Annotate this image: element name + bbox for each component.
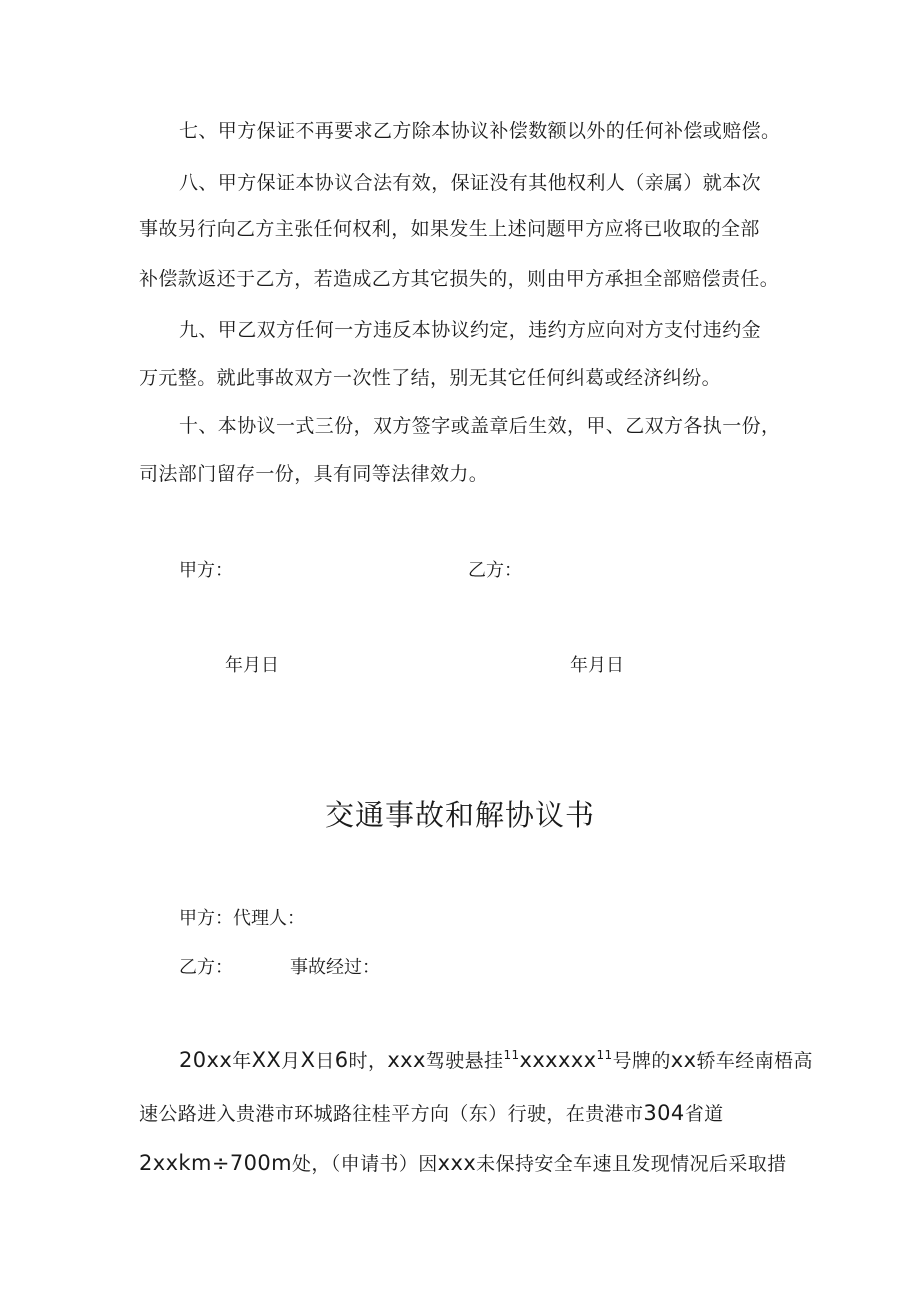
road-number: 304 [643, 1101, 685, 1125]
date-party-b: 年月日 [570, 655, 624, 676]
clause-10-line-1: 十、本协议一式三份，双方签字或盖章后生效，甲、乙双方各执一份， [179, 415, 781, 437]
accident-paragraph-line-2 [139, 1100, 724, 1127]
clause-8-line-1: 八、甲方保证本协议合法有效，保证没有其他权利人（亲属）就本次 [179, 172, 762, 194]
plate-value: xxxxxx [519, 1048, 597, 1072]
party-b-line: 乙方： [179, 957, 233, 978]
text-segment: 驾驶悬挂 [425, 1050, 504, 1072]
text-segment: 未保持安全车速且发现情况后采取措 [476, 1153, 787, 1175]
accident-paragraph-line-3 [139, 1150, 787, 1177]
text-segment: 时， [348, 1050, 388, 1072]
text-segment: 年 [232, 1050, 252, 1072]
accident-paragraph-line-1 [179, 1047, 813, 1074]
signature-party-a: 甲方： [179, 560, 233, 581]
text-segment: 速公路进入贵港市环城路往桂平方向（东）行驶，在贵港市 [139, 1103, 644, 1125]
party-a-agent-line: 甲方：代理人： [179, 908, 305, 929]
text-segment: 日 [315, 1050, 335, 1072]
km-marker: 2xxkm÷700m [139, 1151, 292, 1175]
document-title: 交通事故和解协议书 [324, 798, 595, 832]
day-value: X [300, 1048, 316, 1072]
clause-7: 七、甲方保证不再要求乙方除本协议补偿数额以外的任何补偿或赔偿。 [179, 120, 781, 142]
clause-9-line-1: 九、甲乙双方任何一方违反本协议约定，违约方应向对方支付违约金 [179, 319, 762, 341]
signature-party-b: 乙方： [468, 560, 522, 581]
accident-label: 事故经过： [290, 957, 380, 978]
text-segment: 轿车经南梧高 [696, 1050, 813, 1072]
clause-8-line-3: 补偿款返还于乙方，若造成乙方其它损失的，则由甲方承担全部赔偿责任。 [139, 268, 780, 290]
hour-value: 6 [334, 1048, 349, 1072]
date-party-a: 年月日 [225, 655, 279, 676]
driver-value: xxx [387, 1048, 426, 1072]
car-value: xx [670, 1048, 697, 1072]
year-value: 20xx [179, 1048, 233, 1072]
month-value: XX [251, 1048, 282, 1072]
text-segment: 处，（申请书）因 [291, 1153, 438, 1175]
text-segment: 月 [281, 1050, 301, 1072]
clause-9-line-2: 万元整。就此事故双方一次性了结，别无其它任何纠葛或经济纠纷。 [139, 367, 722, 389]
quote-mark-close: 11 [596, 1048, 613, 1062]
clause-10-line-2: 司法部门留存一份，具有同等法律效力。 [139, 463, 489, 485]
clause-8-line-2: 事故另行向乙方主张任何权利，如果发生上述问题甲方应将已收取的全部 [139, 218, 760, 240]
responsible-party: xxx [437, 1151, 477, 1175]
text-segment: 号牌的 [612, 1050, 671, 1072]
text-segment: 省道 [684, 1103, 724, 1125]
quote-mark-open: 11 [503, 1048, 520, 1062]
